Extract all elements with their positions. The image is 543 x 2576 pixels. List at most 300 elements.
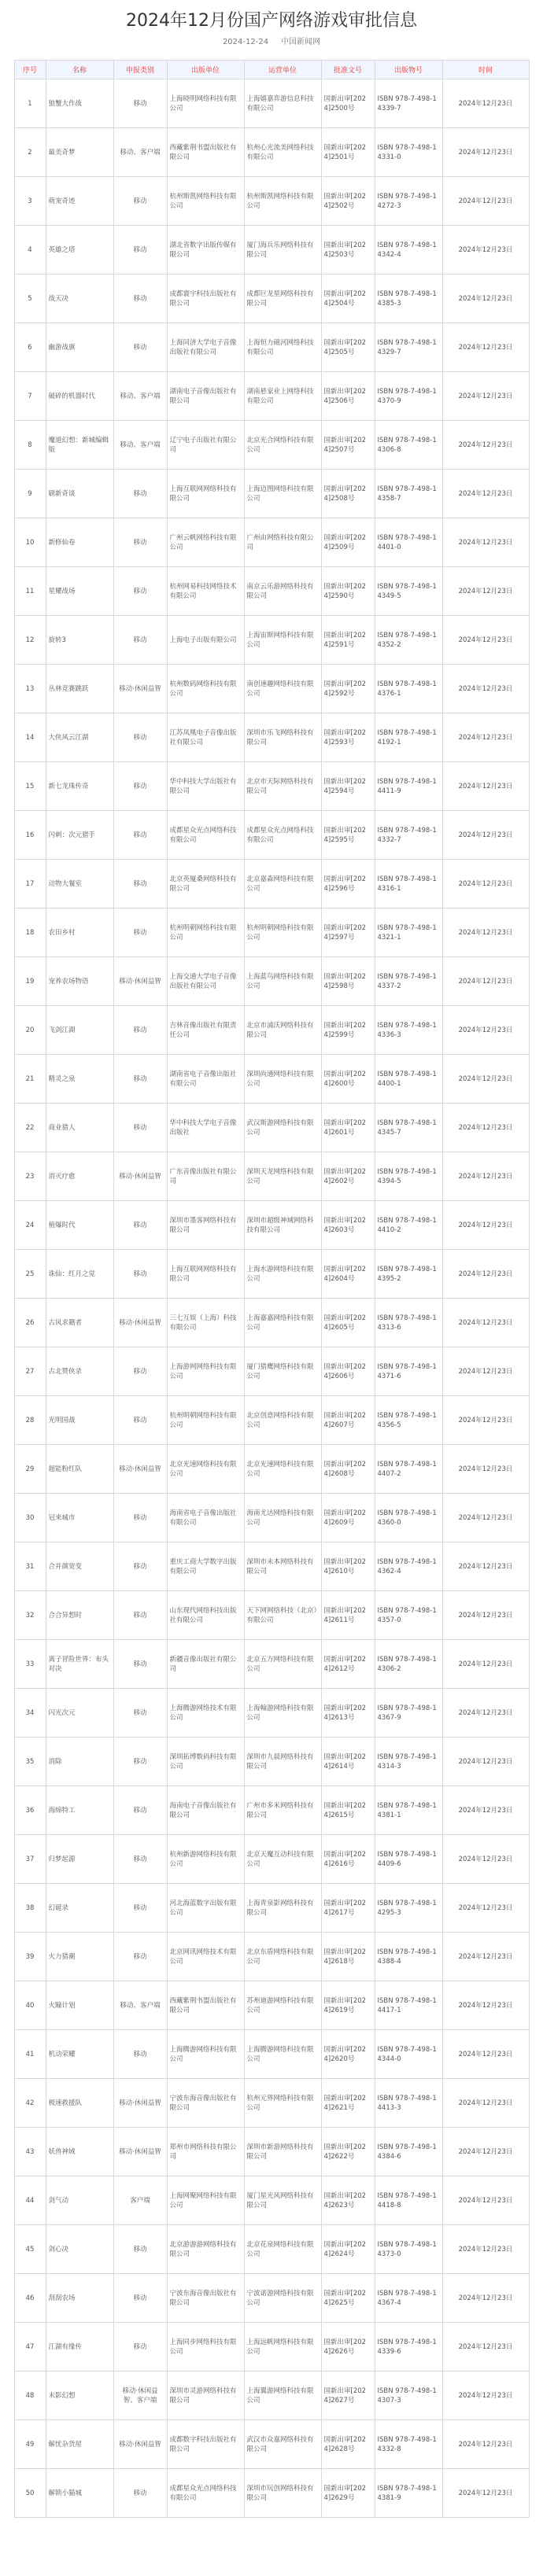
cell-index: 22 <box>14 1104 46 1152</box>
cell-index: 46 <box>14 2274 46 2323</box>
cell-name: 消除 <box>46 1738 113 1786</box>
cell-isbn: ISBN 978-7-498-14373-0 <box>375 2225 442 2274</box>
cell-index: 29 <box>14 1445 46 1494</box>
cell-name: 机动荣耀 <box>46 2030 113 2079</box>
cell-isbn: ISBN 978-7-498-14321-1 <box>375 908 442 957</box>
cell-category: 移动 <box>113 323 167 372</box>
cell-operator: 湖南悬家业上网络科技有限公司 <box>244 372 321 421</box>
cell-publisher: 海南电子音像出版社有限公司 <box>167 1786 244 1835</box>
table-row <box>14 1104 529 1152</box>
publish-date: 2024-12-24 <box>222 38 269 46</box>
cell-name: 解忧杂货屋 <box>46 2420 113 2469</box>
cell-date: 2024年12月23日 <box>442 957 529 1006</box>
cell-category: 移动 <box>113 1347 167 1396</box>
cell-category: 客户端 <box>113 2176 167 2225</box>
cell-date: 2024年12月23日 <box>442 323 529 372</box>
cell-publisher: 三七互娱（上海）科技有限公司 <box>167 1299 244 1347</box>
cell-index: 37 <box>14 1835 46 1884</box>
cell-category: 移动·休闲益智 <box>113 665 167 713</box>
cell-category: 移动 <box>113 2225 167 2274</box>
cell-operator: 上海翰游网络科技有限公司 <box>244 1689 321 1738</box>
col-header-operator: 运营单位 <box>244 61 321 79</box>
cell-name: 刷新奇谈 <box>46 470 113 518</box>
cell-category: 移动 <box>113 2469 167 2518</box>
cell-publisher: 江苏凤凰电子音像出版社有限公司 <box>167 713 244 762</box>
cell-approval-no: 国新出审[2024]2507号 <box>321 421 375 470</box>
cell-category: 移动 <box>113 2323 167 2371</box>
cell-date: 2024年12月23日 <box>442 1494 529 1542</box>
cell-index: 23 <box>14 1152 46 1201</box>
table-row <box>14 1835 529 1884</box>
table-row <box>14 1152 529 1201</box>
cell-isbn: ISBN 978-7-498-14381-9 <box>375 2469 442 2518</box>
cell-publisher: 成都星众光点网络科技有限公司 <box>167 2469 244 2518</box>
cell-category: 移动·休闲益智 <box>113 1152 167 1201</box>
cell-isbn: ISBN 978-7-498-14409-6 <box>375 1835 442 1884</box>
cell-date: 2024年12月23日 <box>442 2323 529 2371</box>
cell-index: 26 <box>14 1299 46 1347</box>
cell-date: 2024年12月23日 <box>442 1396 529 1445</box>
cell-approval-no: 国新出审[2024]2601号 <box>321 1104 375 1152</box>
cell-name: 剑心决 <box>46 2225 113 2274</box>
cell-operator: 深圳市新游网络科技有限公司 <box>244 2128 321 2176</box>
cell-publisher: 杭州数码网络科技有限公司 <box>167 665 244 713</box>
cell-publisher: 北京网讯网络技术有限公司 <box>167 1933 244 1981</box>
cell-approval-no: 国新出审[2024]2508号 <box>321 470 375 518</box>
cell-publisher: 深圳市墨客网络科技有限公司 <box>167 1201 244 1250</box>
cell-date: 2024年12月23日 <box>442 1689 529 1738</box>
cell-name: 萌宠奇迹 <box>46 177 113 226</box>
cell-approval-no: 国新出审[2024]2616号 <box>321 1835 375 1884</box>
cell-operator: 北京五方网络科技有限公司 <box>244 1640 321 1689</box>
cell-date: 2024年12月23日 <box>442 567 529 616</box>
cell-operator: 杭州明朝网络科技有限公司 <box>244 908 321 957</box>
cell-isbn: ISBN 978-7-498-14306-8 <box>375 421 442 470</box>
cell-name: 大侠风云江湖 <box>46 713 113 762</box>
cell-date: 2024年12月23日 <box>442 2176 529 2225</box>
cell-name: 新修仙卷 <box>46 518 113 567</box>
cell-date: 2024年12月23日 <box>442 616 529 665</box>
cell-isbn: ISBN 978-7-498-14357-0 <box>375 1591 442 1640</box>
cell-category: 移动 <box>113 616 167 665</box>
table-row <box>14 79 529 128</box>
cell-category: 移动 <box>113 1591 167 1640</box>
cell-category: 移动、客户端 <box>113 1981 167 2030</box>
cell-approval-no: 国新出审[2024]2599号 <box>321 1006 375 1055</box>
cell-approval-no: 国新出审[2024]2606号 <box>321 1347 375 1396</box>
cell-isbn: ISBN 978-7-498-14381-1 <box>375 1786 442 1835</box>
cell-operator: 上海青泉影网络科技有限公司 <box>244 1884 321 1933</box>
cell-operator: 上海恒力磁河网络科技有限公司 <box>244 323 321 372</box>
cell-publisher: 新疆音像出版社有限公司 <box>167 1640 244 1689</box>
cell-name: 火力猎潮 <box>46 1933 113 1981</box>
cell-isbn: ISBN 978-7-498-14367-9 <box>375 1689 442 1738</box>
cell-name: 魔道幻想：新城编辑版 <box>46 421 113 470</box>
cell-approval-no: 国新出审[2024]2506号 <box>321 372 375 421</box>
table-row <box>14 2274 529 2323</box>
cell-isbn: ISBN 978-7-498-14332-8 <box>375 2420 442 2469</box>
cell-publisher: 湖北省数字出版传媒有限公司 <box>167 226 244 275</box>
cell-approval-no: 国新出审[2024]2504号 <box>321 275 375 323</box>
cell-date: 2024年12月23日 <box>442 177 529 226</box>
cell-date: 2024年12月23日 <box>442 762 529 811</box>
cell-name: 冠来城市 <box>46 1494 113 1542</box>
cell-isbn: ISBN 978-7-498-14339-7 <box>375 79 442 128</box>
cell-isbn: ISBN 978-7-498-14384-6 <box>375 2128 442 2176</box>
article-source: 中国新闻网 <box>281 38 321 46</box>
cell-name: 合合异想时 <box>46 1591 113 1640</box>
cell-date: 2024年12月23日 <box>442 2274 529 2323</box>
cell-operator: 深圳市乐飞网络科技有限公司 <box>244 713 321 762</box>
cell-name: 古北赞侠录 <box>46 1347 113 1396</box>
cell-publisher: 上海交通大学电子音像出版社有限公司 <box>167 957 244 1006</box>
cell-operator: 杭州元界网络科技有限公司 <box>244 2079 321 2128</box>
cell-category: 移动 <box>113 1542 167 1591</box>
cell-name: 光明国战 <box>46 1396 113 1445</box>
cell-name: 闪光次元 <box>46 1689 113 1738</box>
cell-date: 2024年12月23日 <box>442 1786 529 1835</box>
cell-approval-no: 国新出审[2024]2615号 <box>321 1786 375 1835</box>
table-row <box>14 2079 529 2128</box>
cell-date: 2024年12月23日 <box>442 421 529 470</box>
cell-name: 末影幻想 <box>46 2371 113 2420</box>
cell-index: 38 <box>14 1884 46 1933</box>
cell-publisher: 上海互联网网络科技有限公司 <box>167 470 244 518</box>
cell-date: 2024年12月23日 <box>442 1640 529 1689</box>
approval-table <box>14 60 530 2518</box>
cell-index: 8 <box>14 421 46 470</box>
cell-name: 旋转3 <box>46 616 113 665</box>
cell-isbn: ISBN 978-7-498-14385-3 <box>375 275 442 323</box>
table-body <box>14 79 529 2518</box>
cell-category: 移动·休闲益智 <box>113 2420 167 2469</box>
page-title: 2024年12月份国产网络游戏审批信息 <box>126 11 417 31</box>
cell-approval-no: 国新出审[2024]2500号 <box>321 79 375 128</box>
table-row <box>14 2323 529 2371</box>
table-row <box>14 811 529 860</box>
cell-isbn: ISBN 978-7-498-14370-9 <box>375 372 442 421</box>
cell-category: 移动 <box>113 1006 167 1055</box>
col-header-index: 序号 <box>14 61 46 79</box>
table-row <box>14 275 529 323</box>
cell-date: 2024年12月23日 <box>442 1299 529 1347</box>
cell-isbn: ISBN 978-7-498-14295-3 <box>375 1884 442 1933</box>
cell-index: 39 <box>14 1933 46 1981</box>
table-row <box>14 2030 529 2079</box>
cell-approval-no: 国新出审[2024]2604号 <box>321 1250 375 1299</box>
cell-index: 25 <box>14 1250 46 1299</box>
cell-name: 闪刺：次元猎手 <box>46 811 113 860</box>
table-row <box>14 518 529 567</box>
cell-category: 移动、客户端 <box>113 128 167 177</box>
table-row <box>14 1933 529 1981</box>
table-row <box>14 470 529 518</box>
cell-approval-no: 国新出审[2024]2629号 <box>321 2469 375 2518</box>
cell-operator: 厦门星光风网络科技有限公司 <box>244 2176 321 2225</box>
cell-isbn: ISBN 978-7-498-14342-4 <box>375 226 442 275</box>
cell-name: 归梦起源 <box>46 1835 113 1884</box>
cell-date: 2024年12月23日 <box>442 1981 529 2030</box>
cell-approval-no: 国新出审[2024]2607号 <box>321 1396 375 1445</box>
cell-operator: 深圳市未本网络科技有限公司 <box>244 1542 321 1591</box>
cell-publisher: 上海网聚网络科技有限公司 <box>167 2176 244 2225</box>
cell-date: 2024年12月23日 <box>442 1738 529 1786</box>
cell-approval-no: 国新出审[2024]2609号 <box>321 1494 375 1542</box>
cell-publisher: 深圳市灵游网络科技有限公司 <box>167 2371 244 2420</box>
cell-operator: 上海蓝鸟网络科技有限公司 <box>244 957 321 1006</box>
cell-name: 古风求籍者 <box>46 1299 113 1347</box>
cell-name: 火瞳计划 <box>46 1981 113 2030</box>
cell-date: 2024年12月23日 <box>442 128 529 177</box>
cell-publisher: 吉林音像出版社有限责任公司 <box>167 1006 244 1055</box>
table-row <box>14 1738 529 1786</box>
col-header-publisher: 出版单位 <box>167 61 244 79</box>
cell-operator: 上海腾游网络科技有限公司 <box>244 2030 321 2079</box>
cell-operator: 广州市多米网络科技有限公司 <box>244 1786 321 1835</box>
cell-name: 海绵特工 <box>46 1786 113 1835</box>
cell-category: 移动 <box>113 1250 167 1299</box>
cell-index: 41 <box>14 2030 46 2079</box>
cell-date: 2024年12月23日 <box>442 226 529 275</box>
cell-index: 12 <box>14 616 46 665</box>
cell-isbn: ISBN 978-7-498-14329-7 <box>375 323 442 372</box>
cell-date: 2024年12月23日 <box>442 1445 529 1494</box>
cell-category: 移动·休闲益智、客户端 <box>113 2371 167 2420</box>
cell-category: 移动 <box>113 1055 167 1104</box>
cell-publisher: 上海游网网络科技有限公司 <box>167 1347 244 1396</box>
table-row <box>14 908 529 957</box>
cell-name: 狼蟹大作战 <box>46 79 113 128</box>
cell-date: 2024年12月23日 <box>442 1884 529 1933</box>
cell-index: 15 <box>14 762 46 811</box>
cell-date: 2024年12月23日 <box>442 2469 529 2518</box>
table-row <box>14 1542 529 1591</box>
cell-index: 45 <box>14 2225 46 2274</box>
cell-category: 移动 <box>113 275 167 323</box>
cell-operator: 深圳市超级神域网络科技有限公司 <box>244 1201 321 1250</box>
cell-category: 移动·休闲益智 <box>113 1445 167 1494</box>
cell-index: 48 <box>14 2371 46 2420</box>
table-row <box>14 1201 529 1250</box>
cell-index: 3 <box>14 177 46 226</box>
table-row <box>14 1689 529 1738</box>
table-row <box>14 372 529 421</box>
cell-approval-no: 国新出审[2024]2611号 <box>321 1591 375 1640</box>
cell-name: 消灭疗愈 <box>46 1152 113 1201</box>
cell-date: 2024年12月23日 <box>442 1250 529 1299</box>
cell-approval-no: 国新出审[2024]2603号 <box>321 1201 375 1250</box>
cell-index: 13 <box>14 665 46 713</box>
cell-name: 植爆时代 <box>46 1201 113 1250</box>
cell-approval-no: 国新出审[2024]2597号 <box>321 908 375 957</box>
cell-date: 2024年12月23日 <box>442 372 529 421</box>
table-row <box>14 1299 529 1347</box>
cell-index: 47 <box>14 2323 46 2371</box>
cell-date: 2024年12月23日 <box>442 1591 529 1640</box>
cell-isbn: ISBN 978-7-498-14418-8 <box>375 2176 442 2225</box>
cell-name: 宠养农场物语 <box>46 957 113 1006</box>
cell-name: 刮刮农场 <box>46 2274 113 2323</box>
cell-isbn: ISBN 978-7-498-14395-2 <box>375 1250 442 1299</box>
cell-isbn: ISBN 978-7-498-14352-2 <box>375 616 442 665</box>
cell-publisher: 西藏紫荆书盟出版社有限公司 <box>167 128 244 177</box>
cell-operator: 北京市浦沃网络科技有限公司 <box>244 1006 321 1055</box>
cell-category: 移动 <box>113 1104 167 1152</box>
cell-isbn: ISBN 978-7-498-14407-2 <box>375 1445 442 1494</box>
cell-name: 合并颜宽变 <box>46 1542 113 1591</box>
cell-approval-no: 国新出审[2024]2618号 <box>321 1933 375 1981</box>
cell-approval-no: 国新出审[2024]2503号 <box>321 226 375 275</box>
table-row <box>14 1347 529 1396</box>
cell-category: 移动 <box>113 226 167 275</box>
cell-isbn: ISBN 978-7-498-14417-1 <box>375 1981 442 2030</box>
cell-operator: 上海水游网络科技有限公司 <box>244 1250 321 1299</box>
cell-name: 剑气动 <box>46 2176 113 2225</box>
table-row <box>14 1250 529 1299</box>
cell-index: 4 <box>14 226 46 275</box>
cell-operator: 深圳天龙网络科技有限公司 <box>244 1152 321 1201</box>
cell-isbn: ISBN 978-7-498-14358-7 <box>375 470 442 518</box>
cell-approval-no: 国新出审[2024]2501号 <box>321 128 375 177</box>
table-row <box>14 1445 529 1494</box>
cell-operator: 上海嘉嘉网络科技有限公司 <box>244 1299 321 1347</box>
cell-name: 星耀战场 <box>46 567 113 616</box>
cell-index: 27 <box>14 1347 46 1396</box>
cell-index: 35 <box>14 1738 46 1786</box>
cell-approval-no: 国新出审[2024]2600号 <box>321 1055 375 1104</box>
cell-date: 2024年12月23日 <box>442 1055 529 1104</box>
cell-approval-no: 国新出审[2024]2502号 <box>321 177 375 226</box>
cell-category: 移动·休闲益智 <box>113 2079 167 2128</box>
cell-isbn: ISBN 978-7-498-14336-3 <box>375 1006 442 1055</box>
cell-operator: 深圳尚通网络科技有限公司 <box>244 1055 321 1104</box>
cell-isbn: ISBN 978-7-498-14345-7 <box>375 1104 442 1152</box>
cell-approval-no: 国新出审[2024]2593号 <box>321 713 375 762</box>
cell-publisher: 北京光速网络科技有限公司 <box>167 1445 244 1494</box>
cell-name: 最美奇梦 <box>46 128 113 177</box>
cell-name: 离子冒险世界：布头对决 <box>46 1640 113 1689</box>
cell-date: 2024年12月23日 <box>442 1104 529 1152</box>
cell-publisher: 上海同济大学电子音像出版社有限公司 <box>167 323 244 372</box>
cell-isbn: ISBN 978-7-498-14349-5 <box>375 567 442 616</box>
table-row <box>14 1591 529 1640</box>
cell-operator: 北京东盾网络科技有限公司 <box>244 1933 321 1981</box>
cell-date: 2024年12月23日 <box>442 79 529 128</box>
cell-operator: 北京天魔互动科技有限公司 <box>244 1835 321 1884</box>
table-row <box>14 226 529 275</box>
cell-operator: 上海翼游网络科技有限公司 <box>244 2371 321 2420</box>
cell-category: 移动·休闲益智 <box>113 1299 167 1347</box>
cell-name: 妖兽神域 <box>46 2128 113 2176</box>
cell-date: 2024年12月23日 <box>442 860 529 908</box>
table-row <box>14 1786 529 1835</box>
cell-approval-no: 国新出审[2024]2612号 <box>321 1640 375 1689</box>
cell-name: 诛仙：红月之觉 <box>46 1250 113 1299</box>
cell-approval-no: 国新出审[2024]2608号 <box>321 1445 375 1494</box>
cell-operator: 南创速趣网络科技有限公司 <box>244 665 321 713</box>
cell-date: 2024年12月23日 <box>442 811 529 860</box>
cell-index: 20 <box>14 1006 46 1055</box>
cell-publisher: 广东音像出版社有限公司 <box>167 1152 244 1201</box>
cell-publisher: 成都星众光点网络科技有限公司 <box>167 811 244 860</box>
cell-name: 极速救援队 <box>46 2079 113 2128</box>
cell-isbn: ISBN 978-7-498-14313-6 <box>375 1299 442 1347</box>
cell-date: 2024年12月23日 <box>442 1152 529 1201</box>
cell-publisher: 上海晓明网络科技有限公司 <box>167 79 244 128</box>
cell-name: 飞剑江湖 <box>46 1006 113 1055</box>
cell-category: 移动、客户端 <box>113 421 167 470</box>
cell-approval-no: 国新出审[2024]2596号 <box>321 860 375 908</box>
cell-isbn: ISBN 978-7-498-14362-4 <box>375 1542 442 1591</box>
cell-operator: 武汉市众嘉网络科技有限公司 <box>244 2420 321 2469</box>
cell-category: 移动 <box>113 177 167 226</box>
cell-publisher: 湖南电子音像出版社有限公司 <box>167 372 244 421</box>
cell-date: 2024年12月23日 <box>442 518 529 567</box>
cell-isbn: ISBN 978-7-498-14332-7 <box>375 811 442 860</box>
cell-name: 江湖有缘传 <box>46 2323 113 2371</box>
cell-index: 1 <box>14 79 46 128</box>
cell-operator: 北京光合网络科技有限公司 <box>244 421 321 470</box>
cell-operator: 上海远帆网络科技有限公司 <box>244 2323 321 2371</box>
cell-publisher: 北京英厦桑网络科技有限公司 <box>167 860 244 908</box>
table-row <box>14 323 529 372</box>
table-row <box>14 1396 529 1445</box>
cell-index: 19 <box>14 957 46 1006</box>
col-header-category: 申报类别 <box>113 61 167 79</box>
cell-category: 移动 <box>113 1689 167 1738</box>
cell-category: 移动、客户端 <box>113 372 167 421</box>
cell-category: 移动 <box>113 762 167 811</box>
cell-name: 精灵之泉 <box>46 1055 113 1104</box>
cell-publisher: 河北海蓝数字出版有限公司 <box>167 1884 244 1933</box>
cell-index: 18 <box>14 908 46 957</box>
cell-isbn: ISBN 978-7-498-14272-3 <box>375 177 442 226</box>
cell-index: 11 <box>14 567 46 616</box>
cell-operator: 厦门猎鹰网络科技有限公司 <box>244 1347 321 1396</box>
cell-category: 移动 <box>113 713 167 762</box>
cell-category: 移动 <box>113 79 167 128</box>
cell-category: 移动 <box>113 1786 167 1835</box>
cell-publisher: 宁波东海音像出版社有限公司 <box>167 2079 244 2128</box>
table-row <box>14 2469 529 2518</box>
cell-name: 幽游战旗 <box>46 323 113 372</box>
cell-isbn: ISBN 978-7-498-14410-2 <box>375 1201 442 1250</box>
cell-index: 7 <box>14 372 46 421</box>
table-row <box>14 1640 529 1689</box>
cell-date: 2024年12月23日 <box>442 2371 529 2420</box>
cell-isbn: ISBN 978-7-498-14376-1 <box>375 665 442 713</box>
cell-operator: 北京嘉森网络科技有限公司 <box>244 860 321 908</box>
cell-isbn: ISBN 978-7-498-14337-2 <box>375 957 442 1006</box>
cell-name: 丛林竞赛跳跃 <box>46 665 113 713</box>
cell-approval-no: 国新出审[2024]2614号 <box>321 1738 375 1786</box>
cell-approval-no: 国新出审[2024]2621号 <box>321 2079 375 2128</box>
cell-operator: 上海宙斯网络科技有限公司 <box>244 616 321 665</box>
cell-publisher: 杭州明朝网络科技有限公司 <box>167 1396 244 1445</box>
cell-index: 2 <box>14 128 46 177</box>
cell-isbn: ISBN 978-7-498-14388-4 <box>375 1933 442 1981</box>
cell-approval-no: 国新出审[2024]2505号 <box>321 323 375 372</box>
cell-approval-no: 国新出审[2024]2625号 <box>321 2274 375 2323</box>
cell-operator: 成都巨龙星网络科技有限公司 <box>244 275 321 323</box>
cell-index: 28 <box>14 1396 46 1445</box>
cell-approval-no: 国新出审[2024]2628号 <box>321 2420 375 2469</box>
cell-name: 幻诞录 <box>46 1884 113 1933</box>
cell-publisher: 杭州斯凯网络科技有限公司 <box>167 177 244 226</box>
col-header-date: 时间 <box>442 61 529 79</box>
cell-operator: 北京花泉网络科技有限公司 <box>244 2225 321 2274</box>
cell-approval-no: 国新出审[2024]2509号 <box>321 518 375 567</box>
